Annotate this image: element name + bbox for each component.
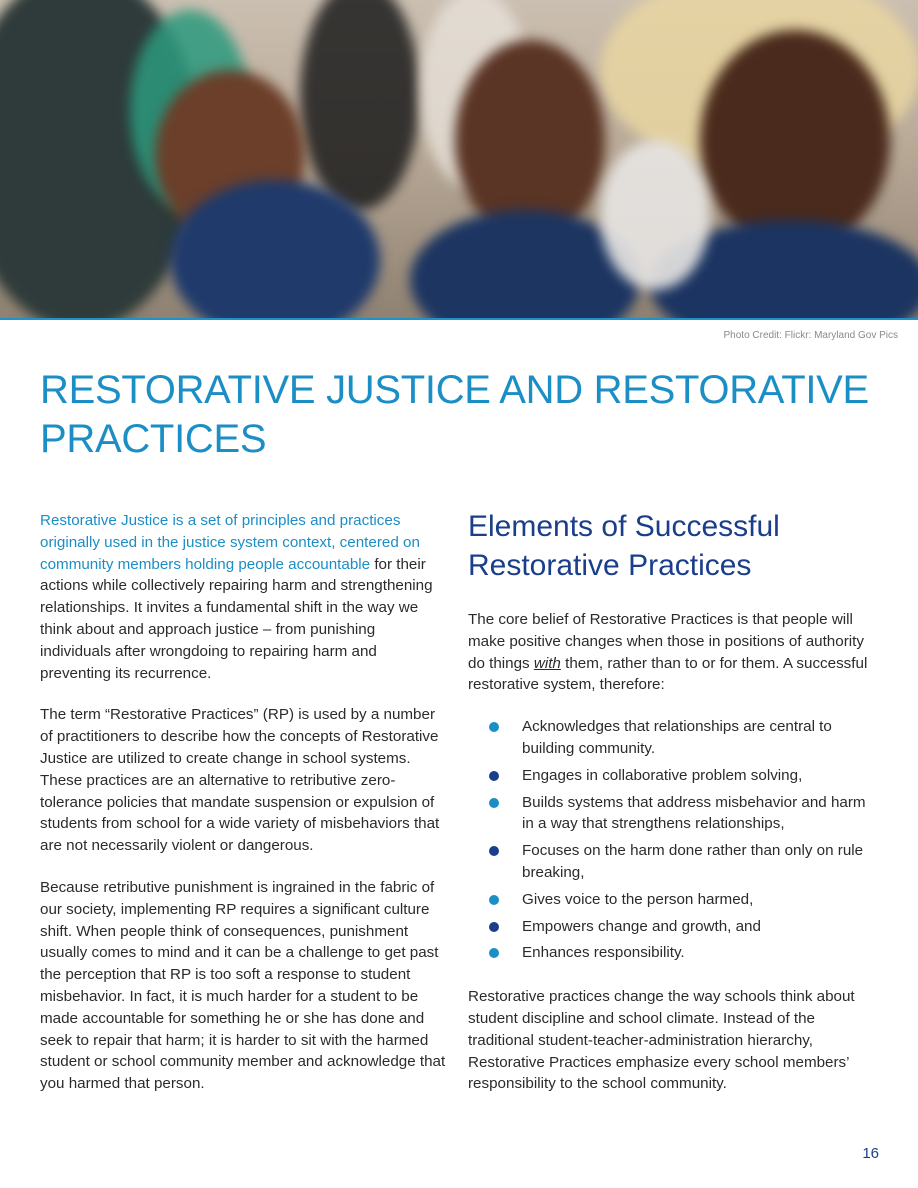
section-heading: Elements of Successful Restorative Practices (468, 510, 780, 582)
intro-paragraph (40, 510, 448, 684)
highlighted-definition: Restorative Justice is a set of principles and practices originally used in the justice system context, centered on community members holding people accountable (40, 512, 420, 573)
emphasis-with: with (533, 654, 561, 672)
photo-credit: Photo Credit: Flickr: Maryland Gov Pics (723, 330, 898, 341)
elements-list (468, 716, 880, 964)
list-item: Builds systems that address misbehavior and harm in a way that strengthens relationships, (468, 792, 880, 836)
bullet-icon (489, 948, 499, 958)
page-number: 16 (862, 1145, 879, 1162)
core-belief-paragraph: The core belief of Restorative Practices is that people will make positive changes when those in positions of authority do things with them, rather than to or for them. A successful restorative system, therefore: (468, 611, 868, 694)
right-column (468, 507, 880, 1115)
list-item: Empowers change and growth, and (468, 916, 880, 938)
culture-shift-paragraph: Because retributive punishment is ingrained in the fabric of our society, implementing RP requires a significant culture shift. When people think of consequences, punishment usually comes to mind and it can be a challenge to get past the perception that RP is too soft a response to student misbehavior. In fact, it is much harder for a student to be made accountable for something he or she has done and seek to repair that harm; it is harder to sit with the harmed student or school community member and acknowledge that you harmed that person. (40, 878, 446, 1093)
bullet-icon (489, 922, 499, 932)
list-item: Focuses on the harm done rather than only on rule breaking, (468, 840, 880, 884)
rp-term-paragraph: The term “Restorative Practices” (RP) is used by a number of practitioners to describe how the concepts of Restorative Justice are utilized to create change in school systems. These practices are an alternative to retributive zero-tolerance policies that mandate suspension or expulsion of students from school for a wide variety of misbehaviors that are not necessarily violent or dangerous. (40, 706, 440, 855)
closing-paragraph: Restorative practices change the way schools think about student discipline and school climate. Instead of the traditional student-teacher-administration hierarchy, Restorative Practices emphasize every school members’ responsibility to the school community. (468, 988, 855, 1093)
list-item: Gives voice to the person harmed, (468, 889, 880, 911)
photo-bottom-rule (0, 318, 918, 320)
list-item: Acknowledges that relationships are central to building community. (468, 716, 880, 760)
hero-photo (0, 0, 918, 320)
bullet-icon (489, 846, 499, 856)
bullet-icon (489, 895, 499, 905)
list-item: Engages in collaborative problem solving, (468, 765, 880, 787)
page-title: RESTORATIVE JUSTICE AND RESTORATIVE PRACTICES (40, 368, 869, 461)
bullet-icon (489, 722, 499, 732)
list-item: Enhances responsibility. (468, 942, 880, 964)
bullet-icon (489, 771, 499, 781)
definition-continuation: for their actions while collectively repairing harm and strengthening relationships. It invites a fundamental shift in the way we think about and approach justice – from punishing individuals after wrongdoing to repairing harm and preventing its recurrence. (40, 555, 433, 682)
bullet-icon (489, 798, 499, 808)
left-column (40, 510, 448, 1115)
